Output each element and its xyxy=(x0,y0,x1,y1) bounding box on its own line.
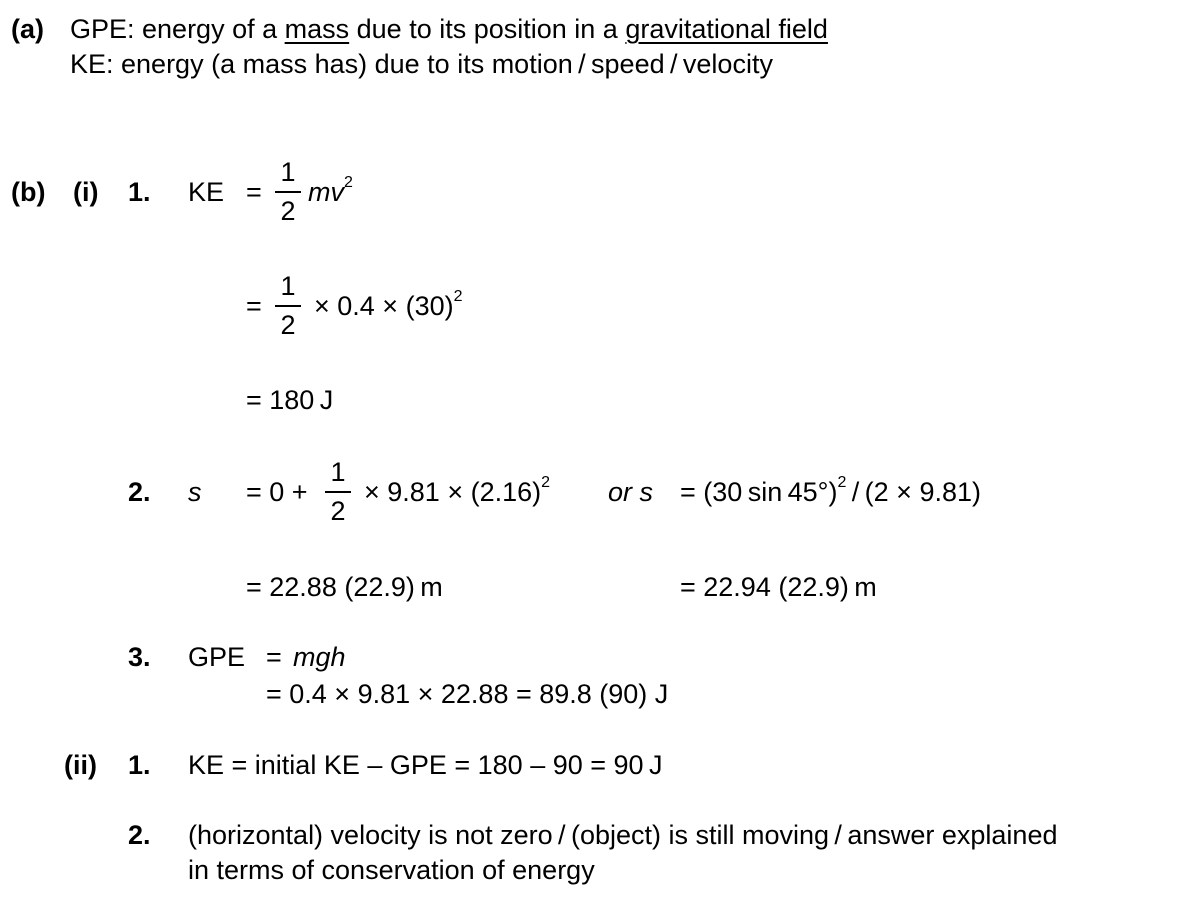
fraction-denominator: 2 xyxy=(280,310,296,340)
ke-sub-equals: = xyxy=(246,291,262,321)
fraction-denominator: 2 xyxy=(280,196,296,226)
part-b-ii-label: (ii) xyxy=(64,750,97,780)
s-calculation xyxy=(364,476,550,508)
gpe-field-term: gravitational field xyxy=(625,14,828,44)
q-b-ii-2-number: 2. xyxy=(128,820,151,850)
ke-substitution-text: × 0.4 × (30) xyxy=(314,291,454,321)
fraction-numerator: 1 xyxy=(330,457,346,487)
s-result-2: = 22.94 (22.9) m xyxy=(680,572,877,602)
gpe-definition xyxy=(70,13,828,45)
alt-method-label: or s xyxy=(608,477,654,507)
ke-equals: = xyxy=(246,177,262,207)
q-b-i-3-number: 3. xyxy=(128,642,151,672)
s-calculation-text: × 9.81 × (2.16) xyxy=(364,477,542,507)
gpe-equals: = xyxy=(266,642,282,672)
alt-calc-part-b: / (2 × 9.81) xyxy=(846,477,981,507)
fraction-bar xyxy=(325,491,351,493)
gpe-formula: mgh xyxy=(293,642,346,672)
s-variable: s xyxy=(188,477,202,507)
part-b-label: (b) xyxy=(11,177,46,207)
ke-result: = 180 J xyxy=(246,385,334,415)
fraction-half-ke xyxy=(275,157,301,226)
part-a-label: (a) xyxy=(11,14,44,44)
fraction-bar xyxy=(275,305,301,307)
ke-formula-exponent: 2 xyxy=(344,174,353,191)
gpe-prefix: GPE: energy of a xyxy=(70,14,285,44)
q-b-i-2-number: 2. xyxy=(128,477,151,507)
explanation-line-1: (horizontal) velocity is not zero / (object) is still moving / answer explained xyxy=(188,820,1058,850)
fraction-half-ke-sub xyxy=(275,271,301,340)
alt-calc-exponent: 2 xyxy=(837,474,847,491)
fraction-numerator: 1 xyxy=(280,271,296,301)
ke-substitution xyxy=(314,290,463,322)
alt-method-calculation xyxy=(680,476,981,508)
ke-formula xyxy=(308,176,353,208)
ke-lhs: KE xyxy=(188,177,225,207)
gpe-middle: due to its position in a xyxy=(349,14,626,44)
fraction-half-s xyxy=(325,457,351,526)
gpe-lhs: GPE xyxy=(188,642,246,672)
ke-substitution-exponent: 2 xyxy=(453,288,463,305)
gpe-mass-term: mass xyxy=(284,14,350,44)
part-b-i-label: (i) xyxy=(73,177,99,207)
fraction-bar xyxy=(275,191,301,193)
s-calculation-exponent: 2 xyxy=(541,474,551,491)
q-b-i-1-number: 1. xyxy=(128,177,151,207)
ke-remaining: KE = initial KE – GPE = 180 – 90 = 90 J xyxy=(188,750,663,780)
gpe-result: = 0.4 × 9.81 × 22.88 = 89.8 (90) J xyxy=(266,679,669,709)
fraction-numerator: 1 xyxy=(280,157,296,187)
ke-formula-text: mv xyxy=(308,177,344,207)
s-result-1: = 22.88 (22.9) m xyxy=(246,572,443,602)
alt-calc-part-a: = (30 sin 45°) xyxy=(680,477,838,507)
explanation-line-2: in terms of conservation of energy xyxy=(188,855,595,885)
s-eq-prefix: = 0 + xyxy=(246,477,308,507)
fraction-denominator: 2 xyxy=(330,496,346,526)
q-b-ii-1-number: 1. xyxy=(128,750,151,780)
ke-definition: KE: energy (a mass has) due to its motion / speed / velocity xyxy=(70,49,773,79)
